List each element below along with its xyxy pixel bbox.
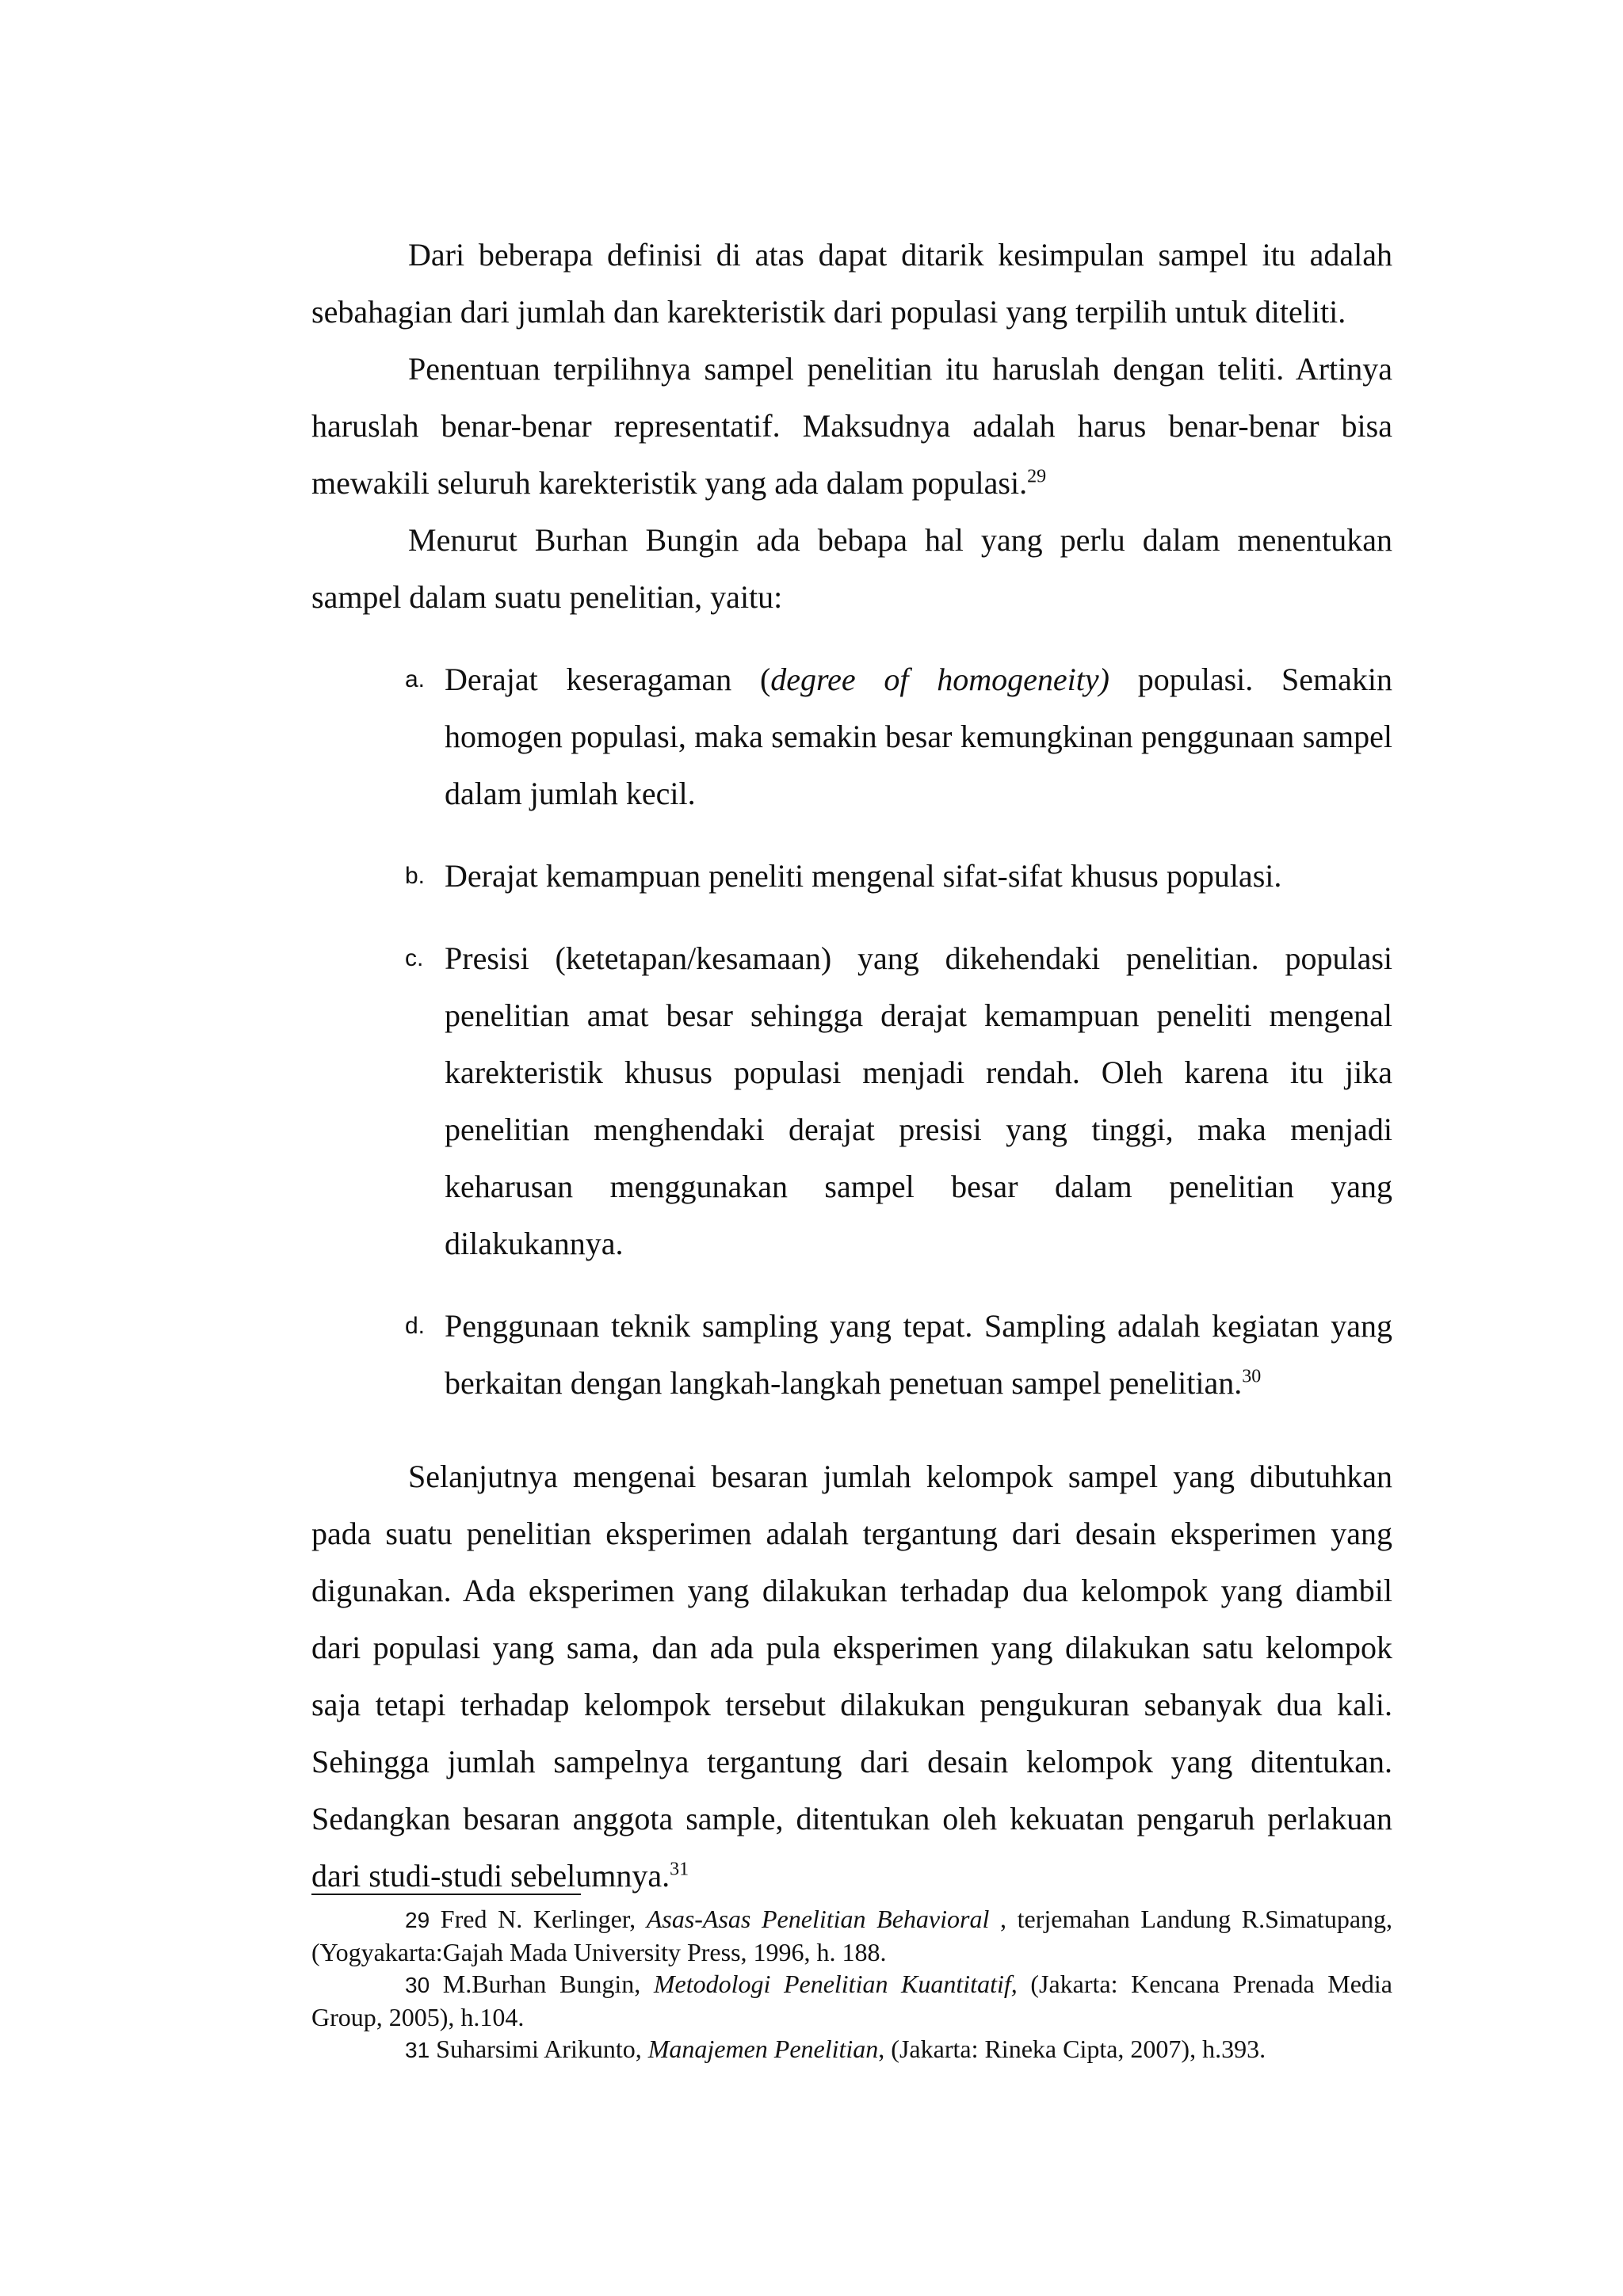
paragraph-text: Menurut Burhan Bungin ada bebapa hal yang perlu dalam menentukan sampel dalam suatu penelitian, yaitu: xyxy=(311,522,1392,615)
document-body xyxy=(311,227,1392,1905)
footnote-text: (Jakarta: Kencana Prenada Media Group, 2005), h.104. xyxy=(311,1970,1393,2031)
italic-term: degree of homogeneity) xyxy=(770,662,1109,697)
list-item xyxy=(405,930,1392,1272)
footnote xyxy=(311,1968,1392,2033)
list-item xyxy=(405,848,1392,905)
footnote-separator xyxy=(311,1894,581,1895)
list-text-segment: Penggunaan teknik sampling yang tepat. Sampling adalah kegiatan yang berkaitan dengan langkah-langkah penetuan sampel penelitian. xyxy=(445,1308,1392,1401)
footnote-text: Suharsimi Arikunto, xyxy=(430,2035,648,2063)
list-marker: a. xyxy=(405,666,426,692)
footnote-number: 30 xyxy=(405,1973,430,1997)
footnote-reference: 31 xyxy=(670,1859,689,1880)
footnote-title: Metodologi Penelitian Kuantitatif, xyxy=(653,1970,1018,1998)
footnote xyxy=(311,1903,1392,1968)
paragraph-sample-size xyxy=(311,1448,1392,1905)
footnote-number: 31 xyxy=(405,2038,430,2062)
paragraph-burhan-bungin xyxy=(311,512,1392,626)
footnote-text: Fred N. Kerlinger, xyxy=(430,1905,647,1933)
footnote xyxy=(311,2033,1392,2066)
paragraph-text: Penentuan terpilihnya sampel penelitian itu haruslah dengan teliti. Artinya haruslah benar-benar representatif. Maksudnya adalah harus benar-benar bisa mewakili seluruh karekteristik yang ada dalam populasi. xyxy=(311,351,1392,501)
footnote-text: M.Burhan Bungin, xyxy=(430,1970,654,1998)
footnote-number: 29 xyxy=(405,1908,430,1932)
paragraph-sample-selection xyxy=(311,341,1392,512)
list-item xyxy=(405,651,1392,822)
list-text-segment: populasi. Semakin homogen populasi, maka semakin besar kemungkinan penggunaan sampel dalam jumlah kecil. xyxy=(445,662,1393,811)
list-marker: b. xyxy=(405,863,426,889)
paragraph-conclusion xyxy=(311,227,1392,341)
footnote-title: Asas-Asas Penelitian Behavioral xyxy=(646,1905,990,1933)
list-item-text xyxy=(445,651,1392,822)
footnote-text: , terjemahan Landung R.Simatupang, (Yogyakarta:Gajah Mada University Press, 1996, h. 188. xyxy=(311,1905,1393,1966)
list-marker: d. xyxy=(405,1313,426,1339)
paragraph-text: Selanjutnya mengenai besaran jumlah kelompok sampel yang dibutuhkan pada suatu penelitian eksperimen adalah tergantung dari desain eksperimen yang digunakan. Ada eksperimen yang dilakukan terhadap dua kelompok yang diambil dari populasi yang sama, dan ada pula eksperimen yang dilakukan satu kelompok saja tetapi terhadap kelompok tersebut dilakukan pengukuran sebanyak dua kali. Sehingga jumlah sampelnya tergantung dari desain kelompok yang ditentukan. Sedangkan besaran anggota sample, ditentukan oleh kekuatan pengaruh perlakuan dari studi-studi sebelumnya. xyxy=(311,1459,1392,1894)
list-item-text xyxy=(445,1298,1392,1412)
list-text-segment: Derajat keseragaman ( xyxy=(445,662,771,697)
list-item-text: Presisi (ketetapan/kesamaan) yang dikehendaki penelitian. populasi penelitian amat besar sehingga derajat kemampuan peneliti mengenal karekteristik khusus populasi menjadi rendah. Oleh karena itu jika penelitian menghendaki derajat presisi yang tinggi, maka menjadi keharusan menggunakan sampel besar dalam penelitian yang dilakukannya. xyxy=(445,940,1392,1261)
list-item xyxy=(405,1298,1392,1412)
footnotes xyxy=(311,1903,1392,2066)
footnote-reference: 30 xyxy=(1242,1366,1262,1387)
paragraph-text: Dari beberapa definisi di atas dapat ditarik kesimpulan sampel itu adalah sebahagian dari jumlah dan karekteristik dari populasi yang terpilih untuk diteliti. xyxy=(311,237,1392,330)
footnote-reference: 29 xyxy=(1027,466,1047,487)
footnote-text: , (Jakarta: Rineka Cipta, 2007), h.393. xyxy=(878,2035,1266,2063)
list-item-text: Derajat kemampuan peneliti mengenal sifat-sifat khusus populasi. xyxy=(445,858,1282,894)
list-marker: c. xyxy=(405,945,424,971)
footnote-title: Manajemen Penelitian xyxy=(647,2035,879,2063)
